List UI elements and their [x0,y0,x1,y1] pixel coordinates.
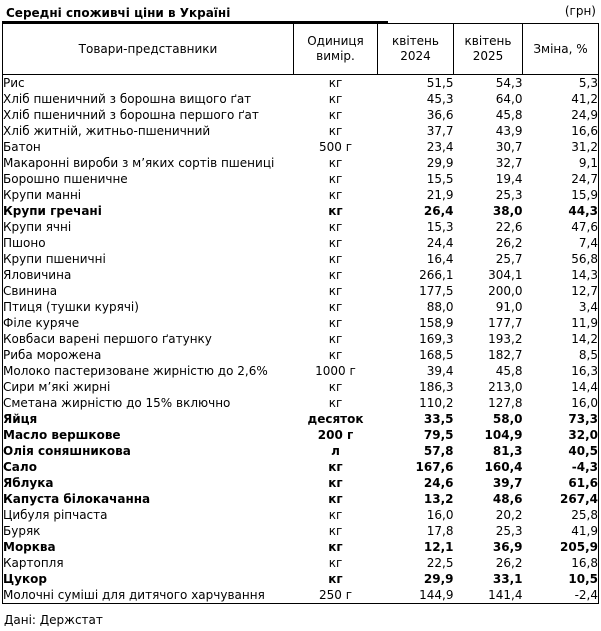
product-unit: кг [328,76,343,90]
product-unit: кг [328,236,343,250]
product-unit: 500 г [318,140,353,154]
price-apr2025: 58,0 [492,412,523,426]
price-apr2024: 29,9 [426,156,454,170]
price-apr2024: 186,3 [419,380,454,394]
table-row [3,91,599,107]
product-name: Цибуля ріпчаста [3,508,108,522]
product-name: Хліб пшеничний з борошна першого ґат [3,108,259,122]
price-change-pct: 11,9 [571,316,598,330]
price-apr2025: 25,3 [495,524,523,538]
price-apr2025: 213,0 [488,380,523,394]
product-unit: кг [328,124,343,138]
table-row [3,507,599,523]
price-apr2024: 88,0 [426,300,454,314]
table-row [3,235,599,251]
price-change-pct: 16,8 [571,556,598,570]
header-row [3,24,599,75]
table-row [3,491,599,507]
price-apr2025: 39,7 [492,476,523,490]
price-apr2024: 16,0 [426,508,454,522]
price-apr2025: 54,3 [495,76,523,90]
table-row [3,443,599,459]
table-row [3,379,599,395]
product-name: Ковбаси варені першого ґатунку [3,332,212,346]
price-apr2024: 12,1 [423,540,454,554]
table-row [3,283,599,299]
price-apr2024: 177,5 [419,284,454,298]
table-row [3,187,599,203]
price-apr2025: 182,7 [488,348,523,362]
product-name: Хліб пшеничний з борошна вищого ґат [3,92,252,106]
price-apr2025: 45,8 [495,108,523,122]
product-unit: кг [328,556,343,570]
price-apr2024: 57,8 [423,444,454,458]
price-apr2025: 127,8 [488,396,523,410]
price-apr2025: 43,9 [495,124,523,138]
table-row [3,555,599,571]
table-row [3,363,599,379]
price-apr2024: 51,5 [426,76,454,90]
product-name: Яблука [3,476,54,490]
product-unit: кг [328,92,343,106]
column-header-apr2025: квітень 2025 [454,24,523,75]
table-row [3,347,599,363]
price-apr2025: 160,4 [484,460,523,474]
product-name: Яйця [3,412,38,426]
table-row [3,427,599,443]
price-change-pct: 41,2 [571,92,598,106]
product-name: Птиця (тушки курячі) [3,300,139,314]
price-change-pct: 73,3 [568,412,598,426]
price-change-pct: 5,3 [578,76,598,90]
price-change-pct: -2,4 [574,588,598,602]
price-apr2024: 39,4 [426,364,454,378]
product-name: Сири м’які жирні [3,380,111,394]
price-change-pct: 16,3 [571,364,598,378]
price-apr2024: 33,5 [423,412,454,426]
table-row [3,219,599,235]
price-change-pct: 10,5 [568,572,598,586]
table-row [3,539,599,555]
product-name: Рис [3,76,25,90]
table-row [3,331,599,347]
product-unit: кг [328,348,343,362]
price-change-pct: 24,7 [571,172,598,186]
price-apr2024: 266,1 [419,268,454,282]
price-apr2025: 104,9 [484,428,523,442]
price-change-pct: 31,2 [571,140,598,154]
product-unit: 200 г [317,428,354,442]
product-unit: кг [328,252,343,266]
product-name: Олія соняшникова [3,444,131,458]
price-apr2025: 25,3 [495,188,523,202]
price-apr2025: 141,4 [488,588,523,602]
product-name: Крупи манні [3,188,82,202]
product-name: Яловичина [3,268,72,282]
price-apr2024: 79,5 [423,428,454,442]
table-row [3,411,599,427]
price-change-pct: 267,4 [560,492,598,506]
price-change-pct: 61,6 [568,476,598,490]
column-header-apr2024: квітень 2024 [378,24,454,75]
product-unit: кг [328,156,343,170]
product-name: Філе куряче [3,316,80,330]
product-name: Масло вершкове [3,428,121,442]
product-name: Цукор [3,572,47,586]
price-apr2024: 45,3 [426,92,454,106]
price-apr2025: 177,7 [488,316,523,330]
product-name: Сметана жирністю до 15% включно [3,396,231,410]
table-row [3,155,599,171]
price-change-pct: 25,8 [571,508,598,522]
product-name: Сало [3,460,37,474]
prices-table [2,23,599,604]
product-unit: кг [328,380,343,394]
price-apr2025: 26,2 [495,236,523,250]
price-change-pct: 14,2 [571,332,598,346]
product-name: Капуста білокачанна [3,492,151,506]
product-unit: кг [328,316,343,330]
price-apr2025: 32,7 [495,156,523,170]
product-unit: кг [328,188,343,202]
price-apr2025: 48,6 [492,492,523,506]
price-apr2025: 20,2 [495,508,523,522]
price-change-pct: 44,3 [568,204,598,218]
product-name: Молоко пастеризоване жирністю до 2,6% [3,364,268,378]
product-unit: кг [328,172,343,186]
product-name: Борошно пшеничне [3,172,128,186]
product-unit: кг [328,284,343,298]
price-change-pct: 12,7 [571,284,598,298]
price-apr2025: 200,0 [488,284,523,298]
price-apr2024: 169,3 [419,332,454,346]
price-apr2024: 158,9 [419,316,454,330]
product-name: Молочні суміші для дитячого харчування [3,588,265,602]
price-apr2025: 22,6 [495,220,523,234]
product-unit: кг [328,460,343,474]
price-change-pct: 56,8 [571,252,598,266]
product-unit: кг [328,300,343,314]
table-row [3,395,599,411]
price-change-pct: 24,9 [571,108,598,122]
title-bar [0,0,601,23]
price-apr2025: 81,3 [492,444,523,458]
product-unit: кг [328,108,343,122]
table-row [3,299,599,315]
price-change-pct: 15,9 [571,188,598,202]
product-unit: кг [328,508,343,522]
table-row [3,75,599,92]
table-row [3,571,599,587]
price-apr2024: 110,2 [419,396,454,410]
price-apr2025: 19,4 [495,172,523,186]
product-name: Морква [3,540,56,554]
column-header-unit: Одиниця вимір. [294,24,378,75]
table-row [3,475,599,491]
price-apr2025: 30,7 [495,140,523,154]
price-apr2024: 24,6 [423,476,454,490]
price-apr2024: 21,9 [426,188,454,202]
product-name: Риба морожена [3,348,102,362]
product-unit: кг [328,204,343,218]
price-apr2024: 144,9 [419,588,454,602]
price-change-pct: 9,1 [578,156,598,170]
product-name: Крупи гречані [3,204,102,218]
price-apr2024: 23,4 [426,140,454,154]
source-note: Дані: Держстат [4,613,103,627]
product-unit: 1000 г [315,364,356,378]
table-row [3,203,599,219]
price-apr2024: 17,8 [426,524,454,538]
product-name: Пшоно [3,236,46,250]
table-row [3,123,599,139]
price-apr2024: 168,5 [419,348,454,362]
price-change-pct: 3,4 [578,300,598,314]
product-name: Картопля [3,556,64,570]
price-change-pct: 16,0 [571,396,598,410]
table-row [3,171,599,187]
product-unit: кг [328,524,343,538]
price-apr2024: 16,4 [426,252,454,266]
product-name: Хліб житній, житньо-пшеничний [3,124,211,138]
product-unit: кг [328,572,343,586]
price-apr2025: 36,9 [492,540,523,554]
product-name: Батон [3,140,41,154]
price-change-pct: 14,3 [571,268,598,282]
table-row [3,139,599,155]
table-row [3,523,599,539]
price-apr2024: 167,6 [415,460,454,474]
price-apr2024: 26,4 [423,204,454,218]
price-apr2024: 36,6 [426,108,454,122]
page-title: Середні споживчі ціни в Україні [2,5,388,23]
price-apr2025: 38,0 [492,204,523,218]
price-apr2025: 45,8 [495,364,523,378]
price-change-pct: 32,0 [568,428,598,442]
price-apr2024: 37,7 [426,124,454,138]
table-row [3,315,599,331]
price-apr2025: 64,0 [495,92,523,106]
product-name: Крупи ячні [3,220,72,234]
price-change-pct: 40,5 [568,444,598,458]
price-change-pct: 47,6 [571,220,598,234]
product-unit: кг [328,476,343,490]
price-change-pct: 7,4 [578,236,598,250]
price-apr2025: 25,7 [495,252,523,266]
price-change-pct: 205,9 [560,540,598,554]
currency-note: (грн) [564,4,596,18]
price-change-pct: 41,9 [571,524,598,538]
price-apr2024: 24,4 [426,236,454,250]
price-apr2024: 22,5 [426,556,454,570]
product-unit: л [331,444,340,458]
product-unit: кг [328,396,343,410]
price-change-pct: 14,4 [571,380,598,394]
price-change-pct: -4,3 [571,460,598,474]
price-apr2025: 304,1 [488,268,523,282]
product-unit: кг [328,332,343,346]
price-apr2024: 13,2 [423,492,454,506]
price-change-pct: 8,5 [578,348,598,362]
product-name: Крупи пшеничні [3,252,106,266]
column-header-change: Зміна, % [523,24,599,75]
price-apr2025: 33,1 [492,572,523,586]
price-apr2024: 15,5 [426,172,454,186]
product-name: Буряк [3,524,41,538]
column-header-products: Товари-представники [3,24,294,75]
product-unit: кг [328,220,343,234]
price-apr2025: 193,2 [488,332,523,346]
table-row [3,251,599,267]
table-row [3,459,599,475]
table-row [3,587,599,604]
price-apr2024: 29,9 [423,572,454,586]
price-apr2025: 26,2 [495,556,523,570]
price-apr2025: 91,0 [495,300,523,314]
product-unit: кг [328,492,343,506]
product-unit: 250 г [318,588,353,602]
price-apr2024: 15,3 [426,220,454,234]
product-name: Свинина [3,284,58,298]
product-name: Макаронні вироби з м’яких сортів пшениці [3,156,275,170]
table-row [3,107,599,123]
product-unit: кг [328,540,343,554]
table-row [3,267,599,283]
price-change-pct: 16,6 [571,124,598,138]
product-unit: десяток [307,412,364,426]
product-unit: кг [328,268,343,282]
